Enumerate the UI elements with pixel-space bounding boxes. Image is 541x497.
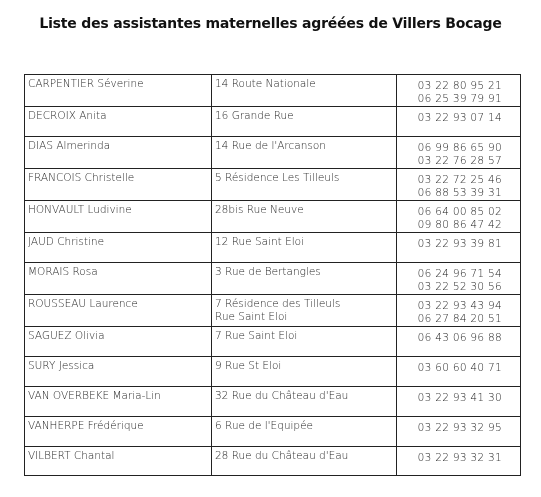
address-line: 6 Rue de l'Equipée: [215, 420, 314, 432]
address-line: 28bis Rue Neuve: [215, 204, 304, 216]
name-cell: VANHERPE Frédérique: [25, 417, 212, 447]
phone-cell: [397, 417, 521, 447]
phone-cell: [397, 263, 521, 295]
phone-number: 06 24 96 71 54: [417, 268, 502, 280]
phone-cell: [397, 169, 521, 201]
name-cell: HONVAULT Ludivine: [25, 201, 212, 233]
address-line: 9 Rue St Eloi: [215, 360, 282, 372]
address-cell: [212, 447, 397, 476]
phone-cell: [397, 107, 521, 137]
name-cell: VILBERT Chantal: [25, 447, 212, 476]
address-line: Rue Saint Eloi: [215, 311, 288, 323]
phone-number: 03 22 80 95 21: [417, 80, 502, 92]
address-line: 28 Rue du Château d'Eau: [215, 450, 349, 462]
phone-cell: [397, 447, 521, 476]
name-cell: SAGUEZ Olivia: [25, 327, 212, 357]
table-row: [25, 387, 521, 417]
name-cell: MORAIS Rosa: [25, 263, 212, 295]
phone-number: 03 22 93 07 14: [417, 112, 502, 124]
phone-cell: [397, 357, 521, 387]
table-row: [25, 137, 521, 169]
address-cell: [212, 107, 397, 137]
phone-cell: [397, 295, 521, 327]
address-line: 7 Résidence des Tilleuls: [215, 298, 341, 310]
phone-number: 03 22 93 32 95: [417, 422, 502, 434]
phone-number: 03 22 76 28 57: [417, 155, 502, 167]
phone-number: 03 60 60 40 71: [417, 362, 502, 374]
address-cell: [212, 417, 397, 447]
address-line: 14 Rue de l'Arcanson: [215, 140, 326, 152]
address-cell: [212, 201, 397, 233]
phone-number: 06 27 84 20 51: [417, 313, 502, 325]
phone-cell: [397, 387, 521, 417]
name-cell: ROUSSEAU Laurence: [25, 295, 212, 327]
address-line: 5 Résidence Les Tilleuls: [215, 172, 340, 184]
name-cell: FRANCOIS Christelle: [25, 169, 212, 201]
page-title: Liste des assistantes maternelles agréées de Villers Bocage: [39, 16, 502, 32]
phone-number: 03 22 72 25 46: [417, 174, 502, 186]
table-body: [25, 75, 521, 476]
name-cell: VAN OVERBEKE Maria-Lin: [25, 387, 212, 417]
address-cell: [212, 357, 397, 387]
name-cell: DIAS Almerinda: [25, 137, 212, 169]
phone-number: 03 22 93 43 94: [417, 300, 502, 312]
address-line: 12 Rue Saint Eloi: [215, 236, 304, 248]
address-cell: [212, 137, 397, 169]
phone-number: 06 64 00 85 02: [417, 206, 502, 218]
phone-number: 03 22 93 32 31: [417, 452, 502, 464]
table-row: [25, 263, 521, 295]
name-cell: SURY Jessica: [25, 357, 212, 387]
phone-number: 06 88 53 39 31: [417, 187, 502, 199]
phone-cell: [397, 75, 521, 107]
address-cell: [212, 327, 397, 357]
phone-cell: [397, 233, 521, 263]
address-line: 7 Rue Saint Eloi: [215, 330, 298, 342]
phone-cell: [397, 201, 521, 233]
phone-cell: [397, 327, 521, 357]
table-row: [25, 201, 521, 233]
phone-number: 09 80 86 47 42: [417, 219, 502, 231]
table-row: [25, 417, 521, 447]
address-cell: [212, 295, 397, 327]
table-row: [25, 295, 521, 327]
address-line: 32 Rue du Château d'Eau: [215, 390, 349, 402]
table-row: [25, 357, 521, 387]
address-line: 14 Route Nationale: [215, 78, 316, 90]
table-row: [25, 447, 521, 476]
address-cell: [212, 169, 397, 201]
childminders-table: [24, 74, 521, 476]
address-line: 3 Rue de Bertangles: [215, 266, 321, 278]
address-cell: [212, 233, 397, 263]
phone-number: 06 43 06 96 88: [417, 332, 502, 344]
phone-cell: [397, 137, 521, 169]
phone-number: 06 99 86 65 90: [417, 142, 502, 154]
phone-number: 03 22 52 30 56: [417, 281, 502, 293]
address-cell: [212, 75, 397, 107]
table-row: [25, 107, 521, 137]
table-row: [25, 327, 521, 357]
phone-number: 06 25 39 79 91: [417, 93, 502, 105]
table-row: [25, 169, 521, 201]
phone-number: 03 22 93 39 81: [417, 238, 502, 250]
name-cell: JAUD Christine: [25, 233, 212, 263]
table-row: [25, 233, 521, 263]
name-cell: DECROIX Anita: [25, 107, 212, 137]
address-cell: [212, 263, 397, 295]
name-cell: CARPENTIER Séverine: [25, 75, 212, 107]
table-row: [25, 75, 521, 107]
address-line: 16 Grande Rue: [215, 110, 294, 122]
address-cell: [212, 387, 397, 417]
phone-number: 03 22 93 41 30: [417, 392, 502, 404]
